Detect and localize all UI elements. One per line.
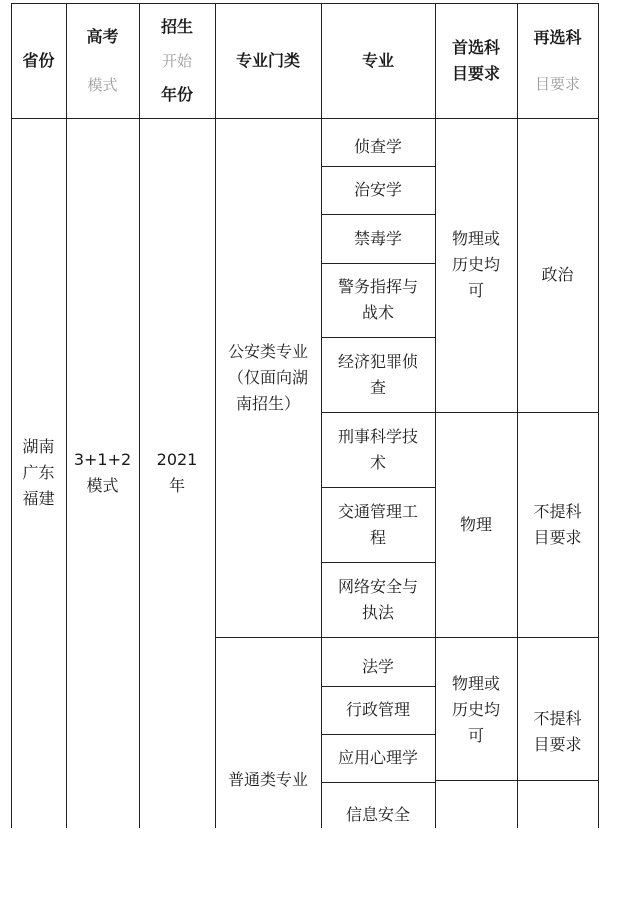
second-requirement-cell [517, 118, 598, 432]
first-requirement-text: 物理 [459, 514, 492, 534]
header-major-text: 专业 [361, 50, 394, 70]
grid-line [66, 3, 67, 828]
header-first-subject-line2: 目要求 [451, 63, 500, 83]
major-cell [321, 782, 435, 848]
header-category [215, 3, 321, 118]
first-requirement-text: 物理或 [451, 229, 500, 248]
header-first-subject-line1: 首选科 [451, 37, 500, 57]
header-second-subject [517, 3, 598, 118]
major-name: 禁毒学 [353, 228, 402, 248]
category-police-line: 南招生） [235, 393, 300, 413]
grid-line [321, 263, 435, 264]
start-year-value: 2021 [156, 450, 198, 469]
grid-line [321, 487, 435, 488]
grid-line [321, 412, 598, 413]
major-cell [321, 263, 435, 337]
first-requirement-text: 历史均 [451, 255, 500, 274]
major-name: 侦查学 [353, 137, 402, 156]
grid-line [321, 686, 435, 687]
second-requirement-cell [517, 412, 598, 637]
major-cell [321, 686, 435, 734]
grid-line [598, 3, 599, 828]
exam-mode-suffix: 模式 [86, 476, 119, 495]
header-start-year-line1: 招生 [160, 16, 193, 36]
first-requirement-cell [435, 412, 517, 637]
major-name: 交通管理工 [337, 501, 418, 521]
grid-line [11, 3, 12, 828]
grid-line [321, 166, 435, 167]
major-cell [321, 214, 435, 263]
major-name: 应用心理学 [337, 748, 418, 767]
category-police-line: （仅面向湖 [227, 367, 308, 387]
category-police-line: 公安类专业 [227, 341, 308, 361]
major-cell [321, 647, 435, 686]
grid-line [11, 118, 599, 119]
grid-line [139, 3, 140, 828]
start-year-suffix: 年 [168, 476, 185, 495]
header-start-year-line3: 年份 [160, 84, 193, 104]
first-requirement-text: 历史均 [451, 699, 500, 719]
grid-line [321, 782, 435, 783]
major-cell [321, 562, 435, 637]
second-requirement-text: 政治 [541, 265, 574, 284]
header-exam-mode-line2: 模式 [87, 75, 118, 94]
major-cell [321, 128, 435, 166]
grid-line [435, 3, 436, 828]
major-name: 经济犯罪侦 [337, 351, 418, 371]
major-name: 程 [369, 527, 386, 547]
major-cell [321, 734, 435, 782]
header-province-text: 省份 [22, 50, 55, 70]
major-name: 治安学 [353, 180, 402, 199]
province-name: 广东 [22, 463, 55, 482]
header-category-text: 专业门类 [235, 50, 300, 70]
province-cell [11, 118, 66, 828]
first-requirement-text: 可 [467, 725, 484, 745]
header-start-year [139, 3, 215, 118]
header-province [11, 3, 66, 118]
first-requirement-cell [435, 637, 517, 782]
major-name: 信息安全 [345, 805, 410, 824]
major-name: 警务指挥与 [337, 277, 418, 296]
major-cell [321, 166, 435, 214]
grid-line [517, 3, 518, 828]
grid-line [215, 637, 599, 638]
grid-line [215, 3, 216, 828]
major-name: 网络安全与 [337, 576, 418, 596]
exam-mode-cell [66, 118, 139, 828]
grid-line [435, 780, 598, 781]
province-name: 湖南 [22, 437, 55, 456]
major-name: 执法 [361, 602, 394, 622]
header-first-subject [435, 3, 517, 118]
grid-line [321, 734, 435, 735]
second-requirement-cell [517, 637, 598, 827]
province-name: 福建 [22, 489, 55, 508]
major-name: 行政管理 [345, 700, 410, 719]
second-requirement-text: 目要求 [533, 735, 582, 754]
header-major [321, 3, 435, 118]
major-cell [321, 337, 435, 412]
first-requirement-cell [435, 118, 517, 412]
second-requirement-text: 目要求 [533, 527, 582, 547]
first-requirement-text: 物理或 [451, 673, 500, 693]
grid-line [321, 337, 435, 338]
second-requirement-text: 不提科 [533, 709, 582, 728]
major-name: 刑事科学技 [337, 426, 418, 446]
header-exam-mode-line1: 高考 [86, 26, 119, 46]
major-name: 查 [369, 377, 386, 397]
exam-mode-value: 3+1+2 [73, 450, 132, 469]
header-second-subject-line2: 目要求 [534, 74, 580, 93]
start-year-cell [139, 118, 215, 828]
major-name: 战术 [361, 303, 394, 322]
major-cell [321, 487, 435, 562]
category-general-text: 普通类专业 [227, 769, 308, 789]
grid-line [321, 3, 322, 828]
major-name: 法学 [361, 656, 394, 676]
major-cell [321, 412, 435, 487]
grid-line [321, 562, 435, 563]
header-second-subject-line1: 再选科 [533, 27, 582, 47]
second-requirement-text: 不提科 [533, 501, 582, 521]
category-general-cell [215, 637, 321, 922]
first-requirement-text: 可 [467, 281, 484, 300]
header-exam-mode [66, 3, 139, 118]
category-police-cell [215, 118, 321, 637]
major-name: 术 [369, 452, 386, 472]
header-start-year-line2: 开始 [161, 51, 192, 70]
grid-line [321, 214, 435, 215]
grid-line [11, 3, 599, 4]
